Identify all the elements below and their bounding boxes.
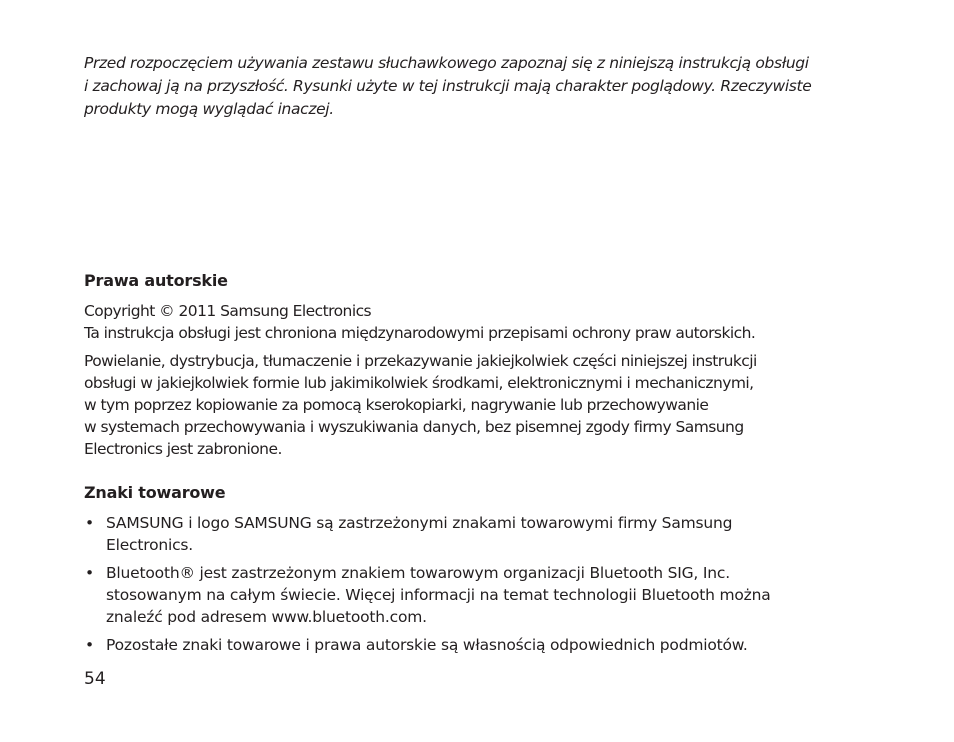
- copyright-line: Ta instrukcja obsługi jest chroniona międzynarodowymi przepisami ochrony praw autorskich.: [84, 324, 756, 342]
- intro-paragraph: [84, 52, 874, 121]
- intro-line: produkty mogą wyglądać inaczej.: [84, 100, 334, 118]
- list-item-line: Pozostałe znaki towarowe i prawa autorskie są własnością odpowiednich podmiotów.: [106, 636, 748, 654]
- bullet-icon: •: [85, 514, 94, 532]
- intro-line: Przed rozpoczęciem używania zestawu słuchawkowego zapoznaj się z niniejszą instrukcją obsługi: [84, 54, 809, 72]
- list-item: [84, 512, 874, 556]
- intro-line: i zachowaj ją na przyszłość. Rysunki użyte w tej instrukcji mają charakter poglądowy. Rzeczywiste: [84, 77, 812, 95]
- list-item: [84, 562, 874, 628]
- copyright-line: Copyright © 2011 Samsung Electronics: [84, 302, 372, 320]
- reproduction-line: w systemach przechowywania i wyszukiwania danych, bez pisemnej zgody firmy Samsung: [84, 418, 744, 436]
- reproduction-line: Powielanie, dystrybucja, tłumaczenie i przekazywanie jakiejkolwiek części niniejszej instrukcji: [84, 352, 757, 370]
- list-item-line: stosowanym na całym świecie. Więcej informacji na temat technologii Bluetooth można: [106, 586, 771, 604]
- copyright-section: [84, 300, 874, 460]
- bullet-icon: •: [85, 636, 94, 654]
- reproduction-paragraph: [84, 350, 874, 460]
- list-item-line: SAMSUNG i logo SAMSUNG są zastrzeżonymi znakami towarowymi firmy Samsung: [106, 514, 733, 532]
- trademarks-heading: Znaki towarowe: [84, 483, 226, 502]
- list-item-line: Electronics.: [106, 536, 194, 554]
- bullet-icon: •: [85, 564, 94, 582]
- copyright-heading: Prawa autorskie: [84, 271, 228, 290]
- trademarks-list: [84, 512, 874, 662]
- page-number: 54: [84, 669, 106, 689]
- reproduction-line: obsługi w jakiejkolwiek formie lub jakimikolwiek środkami, elektronicznymi i mechanicznymi,: [84, 374, 754, 392]
- list-item-line: znaleźć pod adresem www.bluetooth.com.: [106, 608, 427, 626]
- list-item-line: Bluetooth® jest zastrzeżonym znakiem towarowym organizacji Bluetooth SIG, Inc.: [106, 564, 730, 582]
- document-page: [84, 52, 874, 654]
- reproduction-line: w tym poprzez kopiowanie za pomocą kserokopiarki, nagrywanie lub przechowywanie: [84, 396, 709, 414]
- copyright-paragraph: [84, 300, 874, 344]
- reproduction-line: Electronics jest zabronione.: [84, 440, 282, 458]
- list-item: [84, 634, 874, 656]
